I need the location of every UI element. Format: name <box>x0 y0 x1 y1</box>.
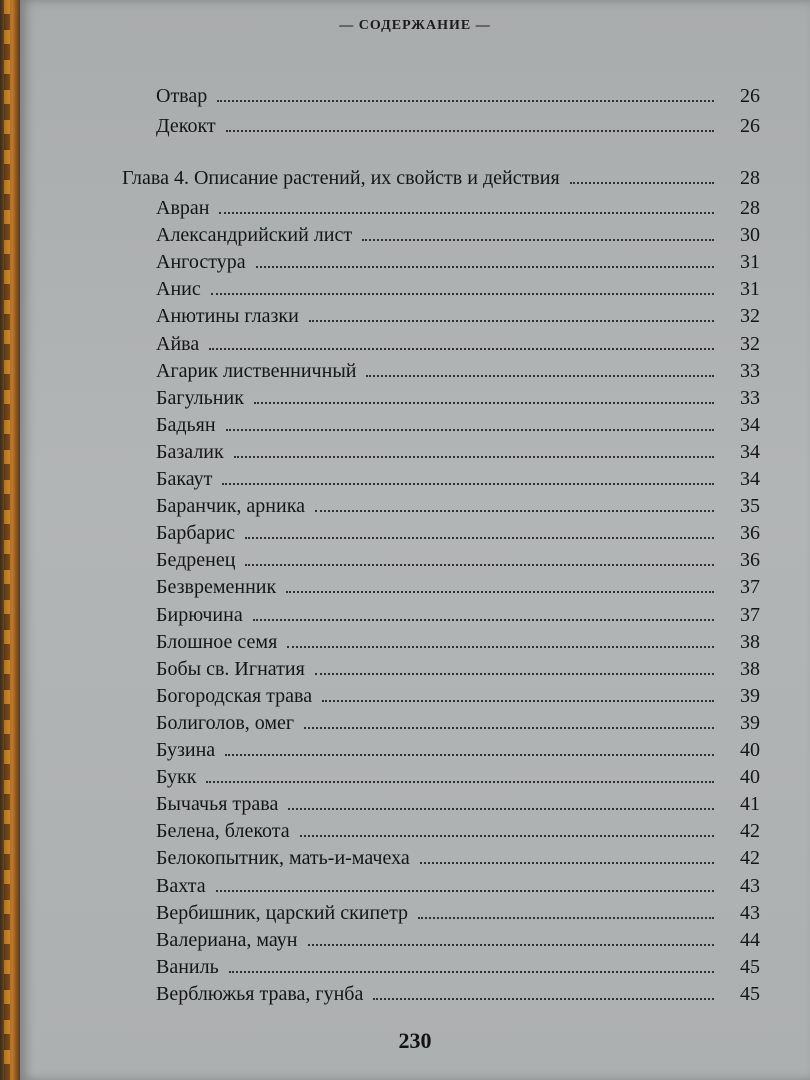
toc-entry <box>156 271 760 299</box>
dot-leader <box>245 537 714 539</box>
toc-entry-page: 33 <box>740 386 760 409</box>
toc-entry <box>156 976 760 1004</box>
toc-entry <box>156 217 760 245</box>
dot-leader <box>206 781 714 783</box>
toc-entry-title: Безвременник <box>156 576 277 599</box>
toc-entry-page: 42 <box>740 847 760 870</box>
dot-leader <box>300 835 714 837</box>
toc-entry-page: 42 <box>740 820 760 843</box>
dot-leader <box>226 429 714 431</box>
toc-entry-title: Ангостура <box>156 251 246 274</box>
toc-entry-title: Болиголов, омег <box>156 711 295 734</box>
book-cover-edge <box>0 0 20 1080</box>
toc-entry <box>156 597 760 625</box>
toc-entry-title: Бычачья трава <box>156 793 279 816</box>
toc-entry-title: Базалик <box>156 440 224 463</box>
toc-entry-title: Баранчик, арника <box>156 495 305 518</box>
toc-entry-title: Багульник <box>156 386 244 409</box>
toc-entry <box>156 840 760 868</box>
toc-entry-title: Белена, блекота <box>156 820 290 843</box>
dot-leader <box>225 754 714 756</box>
toc-entry-page: 40 <box>740 739 760 761</box>
dot-leader <box>217 100 714 102</box>
toc-entry <box>156 461 760 489</box>
toc-entry-title: Отвар <box>156 85 208 107</box>
toc-entry-page: 32 <box>740 305 760 328</box>
toc-entry-page: 28 <box>740 197 760 219</box>
toc-entry-page: 30 <box>740 224 760 247</box>
dot-leader <box>309 320 714 322</box>
toc-entry-page: 45 <box>740 982 760 1005</box>
toc-entry-page: 37 <box>740 603 760 626</box>
toc-entry-title: Вербишник, царский скипетр <box>156 901 409 924</box>
dot-leader <box>226 130 714 132</box>
toc-entry-page: 28 <box>740 167 760 189</box>
toc-entry <box>156 705 760 733</box>
toc-entry-page: 26 <box>740 115 760 137</box>
toc-entry-page: 43 <box>740 874 760 897</box>
dot-leader <box>315 510 714 512</box>
dot-leader <box>373 998 714 1000</box>
toc-entry-title: Вахта <box>156 874 206 897</box>
toc-entry <box>156 542 760 570</box>
toc-entry-page: 34 <box>740 468 760 490</box>
book-page <box>20 0 810 1080</box>
toc-entry <box>156 298 760 326</box>
toc-entry-page: 40 <box>740 766 760 789</box>
toc-entry-title: Ваниль <box>156 955 219 978</box>
dot-leader <box>308 944 715 946</box>
dot-leader <box>229 971 714 973</box>
toc-entry-title: Декокт <box>156 115 216 137</box>
dot-leader <box>216 890 714 892</box>
dot-leader <box>288 808 714 810</box>
toc-entry-page: 39 <box>740 711 760 734</box>
toc-entry <box>156 732 760 760</box>
toc-entry-page: 45 <box>740 955 760 978</box>
toc-entry-title: Глава 4. Описание растений, их свойств и действия <box>122 167 560 189</box>
toc-entry <box>156 868 760 896</box>
toc-entry <box>156 813 760 841</box>
toc-entry <box>156 678 760 706</box>
dot-leader <box>219 212 714 214</box>
toc-entry-title: Бобы св. Игнатия <box>156 657 305 680</box>
dot-leader <box>209 348 714 350</box>
toc-entry-title: Белокопытник, мать-и-мачеха <box>156 847 410 870</box>
toc-entry-page: 31 <box>740 278 760 301</box>
toc-entry-title: Бедренец <box>156 549 236 572</box>
dot-leader <box>570 182 714 184</box>
dot-leader <box>286 591 714 593</box>
toc-entry <box>156 895 760 923</box>
toc-entry-page: 37 <box>740 576 760 599</box>
toc-entry <box>156 353 760 381</box>
dot-leader <box>315 673 714 675</box>
toc-entry <box>156 108 760 136</box>
toc-entry-title: Агарик лиственничный <box>156 359 357 382</box>
toc-entry-title: Букк <box>156 766 197 789</box>
toc-entry-page: 38 <box>740 657 760 680</box>
toc-entry <box>156 949 760 977</box>
toc-entry-page: 39 <box>740 684 760 707</box>
toc-entry <box>156 759 760 787</box>
toc-entry-page: 34 <box>740 440 760 463</box>
toc-entry-page: 31 <box>740 251 760 274</box>
toc-entry-page: 38 <box>740 630 760 653</box>
toc-entry-page: 41 <box>740 793 760 816</box>
dot-leader <box>304 727 714 729</box>
toc-entry-title: Анис <box>156 278 201 301</box>
toc-entry <box>156 515 760 543</box>
toc-entry-title: Валериана, маун <box>156 928 298 951</box>
toc-entry <box>156 407 760 435</box>
dot-leader <box>222 483 714 485</box>
toc-entry <box>156 922 760 950</box>
dot-leader <box>362 239 714 241</box>
toc-entry <box>156 244 760 272</box>
toc-chapter-entry <box>122 160 760 188</box>
toc-entry-page: 36 <box>740 522 760 545</box>
dot-leader <box>287 646 714 648</box>
toc-entry <box>156 78 760 106</box>
toc-entry <box>156 651 760 679</box>
dot-leader <box>245 564 714 566</box>
toc-entry-page: 33 <box>740 359 760 382</box>
toc-entry-page: 26 <box>740 85 760 107</box>
toc-entry-page: 44 <box>740 928 760 951</box>
toc-entry-title: Барбарис <box>156 522 235 545</box>
toc-entry <box>156 190 760 218</box>
toc-entry-page: 35 <box>740 495 760 518</box>
toc-entry-page: 36 <box>740 549 760 572</box>
toc-entry-page: 34 <box>740 413 760 436</box>
toc-entry-title: Богородская трава <box>156 684 313 707</box>
running-header: — СОДЕРЖАНИЕ — <box>339 18 491 33</box>
toc-entry <box>156 786 760 814</box>
dot-leader <box>418 917 714 919</box>
toc-entry <box>156 569 760 597</box>
dot-leader <box>420 862 714 864</box>
dot-leader <box>253 619 714 621</box>
toc-entry-title: Бакаут <box>156 468 213 490</box>
toc-entry-title: Бадьян <box>156 413 216 436</box>
toc-entry-title: Александрийский лист <box>156 224 353 247</box>
toc-entry <box>156 380 760 408</box>
toc-entry <box>156 434 760 462</box>
toc-entry <box>156 624 760 652</box>
table-of-contents <box>20 0 810 1080</box>
toc-entry-title: Авран <box>156 197 210 219</box>
dot-leader <box>322 700 714 702</box>
toc-entry-title: Айва <box>156 332 200 355</box>
toc-entry-title: Бузина <box>156 739 216 761</box>
toc-entry-title: Анютины глазки <box>156 305 299 328</box>
dot-leader <box>256 266 714 268</box>
dot-leader <box>234 456 714 458</box>
toc-entry-title: Блошное семя <box>156 630 278 653</box>
dot-leader <box>211 293 714 295</box>
toc-entry-page: 32 <box>740 332 760 355</box>
toc-entry <box>156 326 760 354</box>
dot-leader <box>254 402 714 404</box>
toc-entry-title: Бирючина <box>156 603 243 626</box>
toc-entry <box>156 488 760 516</box>
dot-leader <box>366 375 714 377</box>
toc-entry-page: 43 <box>740 901 760 924</box>
page-number: 230 <box>398 1028 432 1053</box>
toc-entry-title: Верблюжья трава, гунба <box>156 982 364 1005</box>
